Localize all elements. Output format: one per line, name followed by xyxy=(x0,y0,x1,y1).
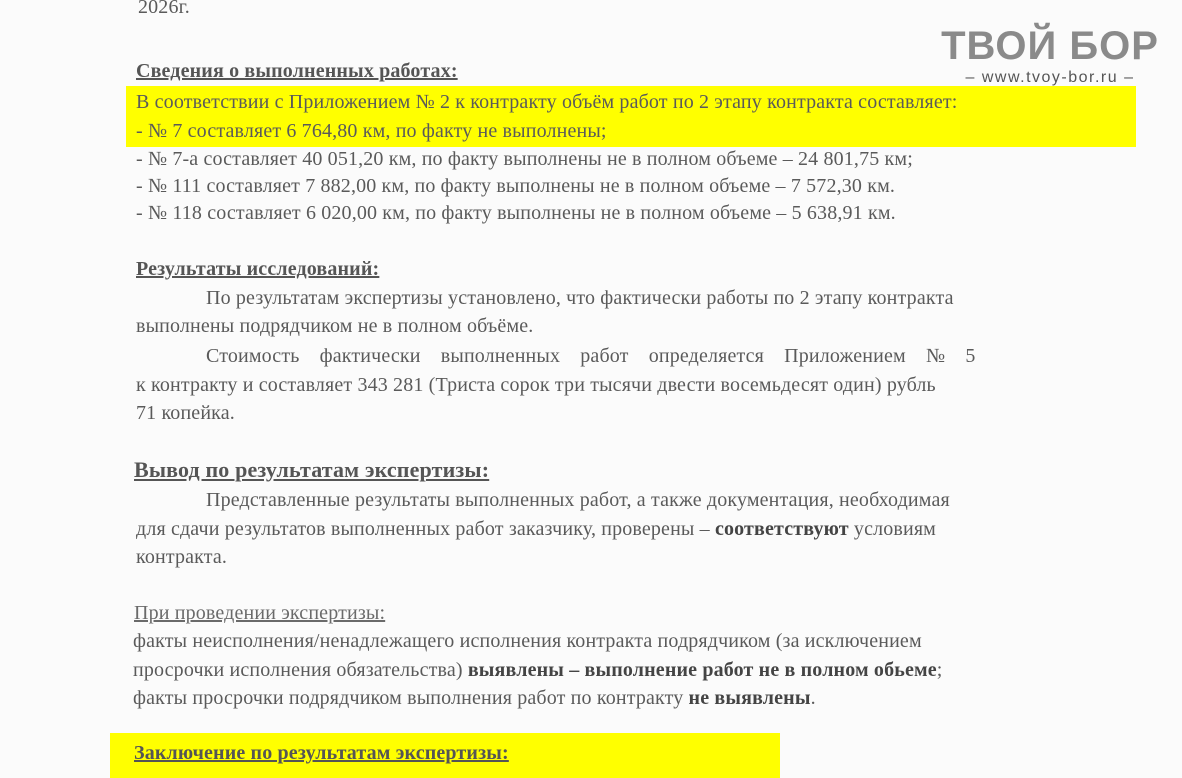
conclusion-line-2-end: условиям xyxy=(848,518,936,540)
expertise-delays: не выявлены xyxy=(688,687,811,709)
section-heading-final-conclusion: Заключение по результатам экспертизы: xyxy=(134,742,509,764)
results-p2-line-1: Стоимость фактически выполненных работ определяется Приложением № 5 xyxy=(206,345,976,367)
works-line-2: - № 7 составляет 6 764,80 км, по факту не выполнены; xyxy=(136,120,607,142)
expertise-line-3-text: факты просрочки подрядчиком выполнения работ по контракту xyxy=(133,687,689,709)
conclusion-line-3: контракта. xyxy=(136,546,228,568)
expertise-line-1: факты неисполнения/ненадлежащего исполнения контракта подрядчиком (за исключением xyxy=(133,630,922,652)
results-p2-line-3: 71 копейка. xyxy=(136,402,235,424)
expertise-violations: выявлены – выполнение работ не в полном обьеме xyxy=(467,659,937,681)
section-heading-during-expertise: При проведении экспертизы: xyxy=(134,602,386,624)
top-fragment: 2026г. xyxy=(138,0,190,18)
section-heading-works: Сведения о выполненных работах: xyxy=(136,60,458,82)
results-p1-line-1: По результатам экспертизы установлено, что фактически работы по 2 этапу контракта xyxy=(206,287,954,309)
logo-url: – www.tvoy-bor.ru – xyxy=(965,69,1135,86)
works-line-3: - № 7-а составляет 40 051,20 км, по факту выполнены не в полном объеме – 24 801,75 км; xyxy=(136,148,913,170)
expertise-line-2-end: ; xyxy=(936,659,943,681)
expertise-line-2 xyxy=(133,657,943,683)
works-line-1: В соответствии с Приложением № 2 к контракту объём работ по 2 этапу контракта составляет: xyxy=(136,91,958,113)
conclusion-line-2 xyxy=(136,516,936,542)
expertise-line-3 xyxy=(133,685,816,711)
works-line-4: - № 111 составляет 7 882,00 км, по факту выполнены не в полном объеме – 7 572,30 км. xyxy=(136,175,896,197)
conclusion-line-1: Представленные результаты выполненных работ, а также документация, необходимая xyxy=(206,489,950,511)
section-heading-results: Результаты исследований: xyxy=(136,258,380,280)
expertise-line-2-text: просрочки исполнения обязательства) xyxy=(133,659,468,681)
section-heading-conclusion: Вывод по результатам экспертизы: xyxy=(134,457,490,482)
site-logo xyxy=(930,24,1170,88)
expertise-line-3-end: . xyxy=(810,687,816,709)
conclusion-line-2-text: для сдачи результатов выполненных работ заказчику, проверены – xyxy=(136,518,715,540)
results-p2-line-2: к контракту и составляет 343 281 (Триста сорок три тысячи двести восемьдесят один) рубль xyxy=(136,374,936,396)
logo-title: ТВОЙ БОР xyxy=(941,24,1159,68)
conclusion-compliant: соответствуют xyxy=(714,518,849,540)
works-line-5: - № 118 составляет 6 020,00 км, по факту выполнены не в полном объеме – 5 638,91 км. xyxy=(136,202,896,224)
results-p1-line-2: выполнены подрядчиком не в полном объёме. xyxy=(136,315,534,337)
